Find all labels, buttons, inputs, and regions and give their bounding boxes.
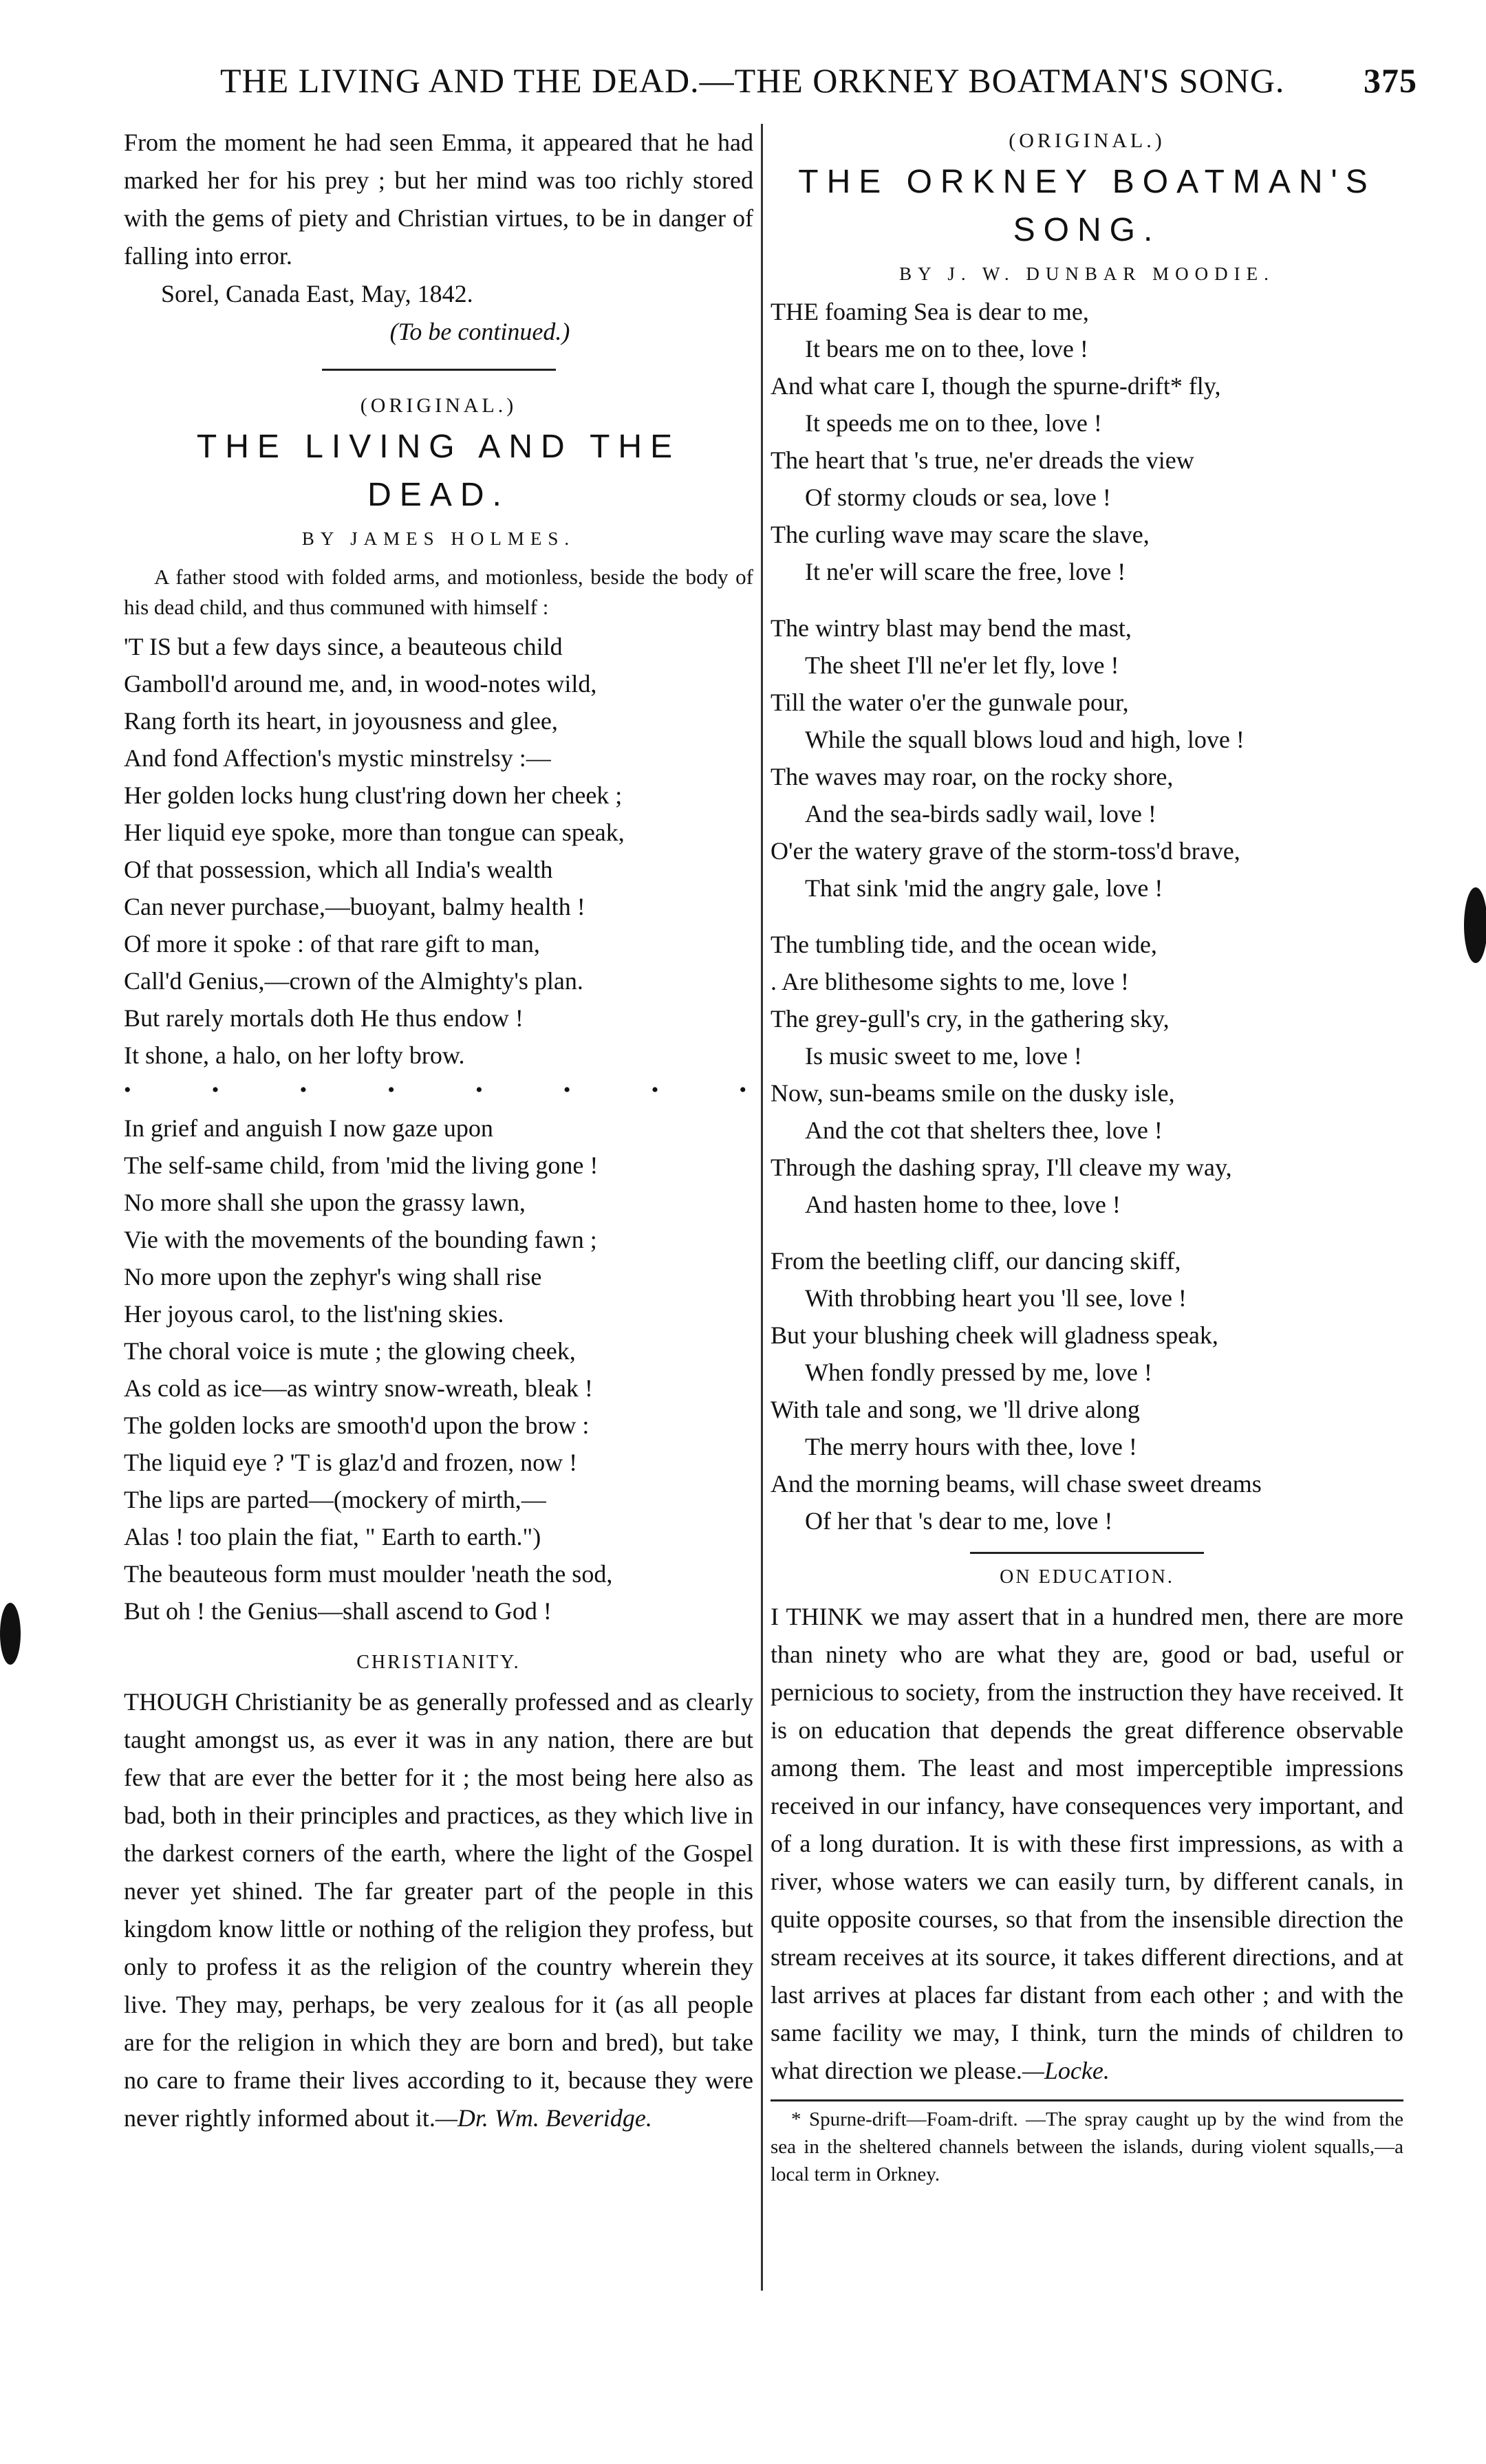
poem-line: The grey-gull's cry, in the gathering sky, xyxy=(771,1005,1170,1033)
poem-line: 'T IS but a few days since, a beauteous child xyxy=(124,633,563,660)
poem-line: As cold as ice—as wintry snow-wreath, bleak ! xyxy=(124,1374,593,1402)
poem1-stanza-1 xyxy=(124,628,753,1074)
poem-line: Her joyous carol, to the list'ning skies. xyxy=(124,1300,504,1328)
poem-line: . Are blithesome sights to me, love ! xyxy=(771,968,1129,995)
poem-line: It ne'er will scare the free, love ! xyxy=(805,558,1126,585)
poem-line: The liquid eye ? 'T is glaz'd and frozen, now ! xyxy=(124,1449,578,1476)
dateline: Sorel, Canada East, May, 1842. xyxy=(161,280,473,307)
poem-line: The wintry blast may bend the mast, xyxy=(771,614,1132,642)
poem-line: From the beetling cliff, our dancing skiff, xyxy=(771,1247,1181,1275)
poem1-intro: A father stood with folded arms, and motionless, beside the body of his dead child, and thus communed with himself : xyxy=(124,565,753,619)
poem-line: The self-same child, from 'mid the living gone ! xyxy=(124,1152,599,1179)
section-divider xyxy=(322,369,556,371)
poem1-byline: BY JAMES HOLMES. xyxy=(301,528,576,549)
poem-line: In grief and anguish I now gaze upon xyxy=(124,1114,493,1142)
poem-line: The golden locks are smooth'd upon the brow : xyxy=(124,1412,590,1439)
poem-line: When fondly pressed by me, love ! xyxy=(805,1359,1152,1386)
stanza-gap xyxy=(771,907,1403,926)
poem-line: That sink 'mid the angry gale, love ! xyxy=(805,874,1163,902)
poem-line: The tumbling tide, and the ocean wide, xyxy=(771,931,1157,958)
poem2-stanza-2 xyxy=(771,609,1403,907)
story-continuation: From the moment he had seen Emma, it appeared that he had marked her for his prey ; but her mind was too richly stored with the gems of piety and Christian virtues, to be in danger of falling into error. xyxy=(124,129,753,270)
christianity-body xyxy=(124,1683,753,2137)
poem-line: Alas ! too plain the fiat, " Earth to earth.") xyxy=(124,1523,541,1550)
poem-line: And hasten home to thee, love ! xyxy=(805,1191,1121,1218)
stanza-gap xyxy=(771,590,1403,609)
poem2-stanza-3 xyxy=(771,926,1403,1223)
column-divider xyxy=(761,124,763,2291)
separator-star: • xyxy=(387,1079,395,1101)
poem-line: But oh ! the Genius—shall ascend to God ! xyxy=(124,1597,552,1625)
poem-line: The choral voice is mute ; the glowing cheek, xyxy=(124,1337,576,1365)
footnote-rule xyxy=(771,2099,1403,2101)
poem-line: It shone, a halo, on her lofty brow. xyxy=(124,1041,465,1069)
poem-line: The heart that 's true, ne'er dreads the view xyxy=(771,446,1194,474)
poem-line: The curling wave may scare the slave, xyxy=(771,521,1150,548)
poem-line: The merry hours with thee, love ! xyxy=(805,1433,1137,1460)
poem-line: Till the water o'er the gunwale pour, xyxy=(771,689,1129,716)
christianity-text: THOUGH Christianity be as generally professed and as clearly taught amongst us, as ever it was in any nation, there are but few that are ever the better for it ; the most being here also as bad, both in their principles and practices, as they which live in the darkest corners of the earth, where the light of the Gospel never yet shined. The far greater part of the people in this kingdom know little or nothing of the religion they profess, but only to profess it as the religion of the country wherein they live. They may, perhaps, be very zealous for it (as all people are for the religion in which they are born and bred), but take no care to frame their lives according to it, because they were never rightly informed about it. xyxy=(124,1688,753,2132)
poem-line: And the sea-birds sadly wail, love ! xyxy=(805,800,1156,828)
poem-line: No more shall she upon the grassy lawn, xyxy=(124,1189,526,1216)
poem-line: But your blushing cheek will gladness speak, xyxy=(771,1321,1218,1349)
poem-line: It bears me on to thee, love ! xyxy=(805,335,1088,363)
poem-line: With tale and song, we 'll drive along xyxy=(771,1396,1140,1423)
separator-star: • xyxy=(299,1079,308,1101)
poem-line: Her liquid eye spoke, more than tongue can speak, xyxy=(124,819,625,846)
poem-line: And fond Affection's mystic minstrelsy :— xyxy=(124,744,551,772)
poem-line: Call'd Genius,—crown of the Almighty's plan. xyxy=(124,967,583,995)
separator-star: • xyxy=(739,1079,746,1101)
education-body xyxy=(771,1598,1403,2090)
education-attribution: —Locke. xyxy=(1022,2057,1110,2084)
poem-line: Through the dashing spray, I'll cleave my way, xyxy=(771,1154,1232,1181)
poem-line: No more upon the zephyr's wing shall rise xyxy=(124,1263,542,1290)
education-heading: ON EDUCATION. xyxy=(1000,1566,1174,1588)
poem1-title: THE LIVING AND THE DEAD. xyxy=(196,429,681,513)
separator-star: • xyxy=(563,1079,571,1101)
poem2-stanza-4 xyxy=(771,1242,1403,1539)
poem-line: And the morning beams, will chase sweet dreams xyxy=(771,1470,1262,1498)
poem2-stanza-1 xyxy=(771,293,1403,590)
to-be-continued: (To be continued.) xyxy=(389,318,570,345)
poem2-byline: BY J. W. DUNBAR MOODIE. xyxy=(899,263,1275,284)
section-divider xyxy=(970,1552,1204,1554)
poem2-origin: (ORIGINAL.) xyxy=(1009,129,1165,152)
poem-line: THE foaming Sea is dear to me, xyxy=(771,298,1089,325)
poem-line: Her golden locks hung clust'ring down her cheek ; xyxy=(124,781,623,809)
poem-line: Of stormy clouds or sea, love ! xyxy=(805,484,1111,511)
poem-line: While the squall blows loud and high, love ! xyxy=(805,726,1245,753)
left-column xyxy=(124,124,753,2137)
poem-line: Of that possession, which all India's wealth xyxy=(124,856,553,883)
poem-line: And what care I, though the spurne-drift* fly, xyxy=(771,372,1221,400)
poem1-origin: (ORIGINAL.) xyxy=(360,394,517,417)
separator-star: • xyxy=(124,1079,131,1101)
poem-line: Rang forth its heart, in joyousness and glee, xyxy=(124,707,558,735)
poem-line: Of her that 's dear to me, love ! xyxy=(805,1507,1113,1535)
page-number: 375 xyxy=(1364,61,1417,100)
star-separator xyxy=(124,1077,753,1104)
stanza-gap xyxy=(771,1223,1403,1242)
poem-line: And the cot that shelters thee, love ! xyxy=(805,1116,1163,1144)
education-text: I THINK we may assert that in a hundred men, there are more than ninety who are what they are, good or bad, useful or pernicious to society, from the instruction they have received. It is on education that depends the great difference observable among them. The least and most imperceptible impressions received in our infancy, have consequences very important, and of a long duration. It is with these first impressions, as with a river, whose waters we can easily turn, by different canals, in quite opposite courses, so that from the insensible direction the stream receives at its source, it takes different directions, and at last arrives at places far distant from each other ; and with the same facility we may, I think, turn the minds of children to what direction we please. xyxy=(771,1603,1403,2084)
poem-line: Now, sun-beams smile on the dusky isle, xyxy=(771,1079,1175,1107)
poem-line: O'er the watery grave of the storm-toss'd brave, xyxy=(771,837,1240,865)
poem-line: The waves may roar, on the rocky shore, xyxy=(771,763,1174,790)
poem-line: The beauteous form must moulder 'neath the sod, xyxy=(124,1560,613,1588)
poem-line: Gamboll'd around me, and, in wood-notes wild, xyxy=(124,670,597,698)
separator-star: • xyxy=(475,1079,483,1101)
separator-star: • xyxy=(651,1079,659,1101)
poem-line: But rarely mortals doth He thus endow ! xyxy=(124,1004,524,1032)
poem-line: It speeds me on to thee, love ! xyxy=(805,409,1102,437)
poem1-stanza-2 xyxy=(124,1110,753,1630)
footnote: * Spurne-drift—Foam-drift. —The spray caught up by the wind from the sea in the sheltered channels between the islands, during violent squalls,—a local term in Orkney. xyxy=(771,2108,1403,2185)
poem-line: Can never purchase,—buoyant, balmy health ! xyxy=(124,893,585,920)
separator-star: • xyxy=(211,1079,219,1101)
poem-line: Of more it spoke : of that rare gift to man, xyxy=(124,930,540,958)
christianity-attribution: —Dr. Wm. Beveridge. xyxy=(435,2104,652,2132)
christianity-heading: CHRISTIANITY. xyxy=(356,1652,521,1673)
ink-blot xyxy=(1464,887,1486,963)
poem-line: With throbbing heart you 'll see, love ! xyxy=(805,1284,1187,1312)
poem-line: The lips are parted—(mockery of mirth,— xyxy=(124,1486,546,1513)
poem2-title: THE ORKNEY BOATMAN'S SONG. xyxy=(798,164,1376,248)
ink-blot xyxy=(0,1603,21,1665)
right-column xyxy=(771,124,1403,2188)
running-head-title: THE LIVING AND THE DEAD.—THE ORKNEY BOATMAN'S SONG. xyxy=(220,61,1285,100)
poem-line: Vie with the movements of the bounding fawn ; xyxy=(124,1226,597,1253)
poem-line: The sheet I'll ne'er let fly, love ! xyxy=(805,651,1119,679)
poem-line: Is music sweet to me, love ! xyxy=(805,1042,1082,1070)
running-head xyxy=(206,61,1417,109)
